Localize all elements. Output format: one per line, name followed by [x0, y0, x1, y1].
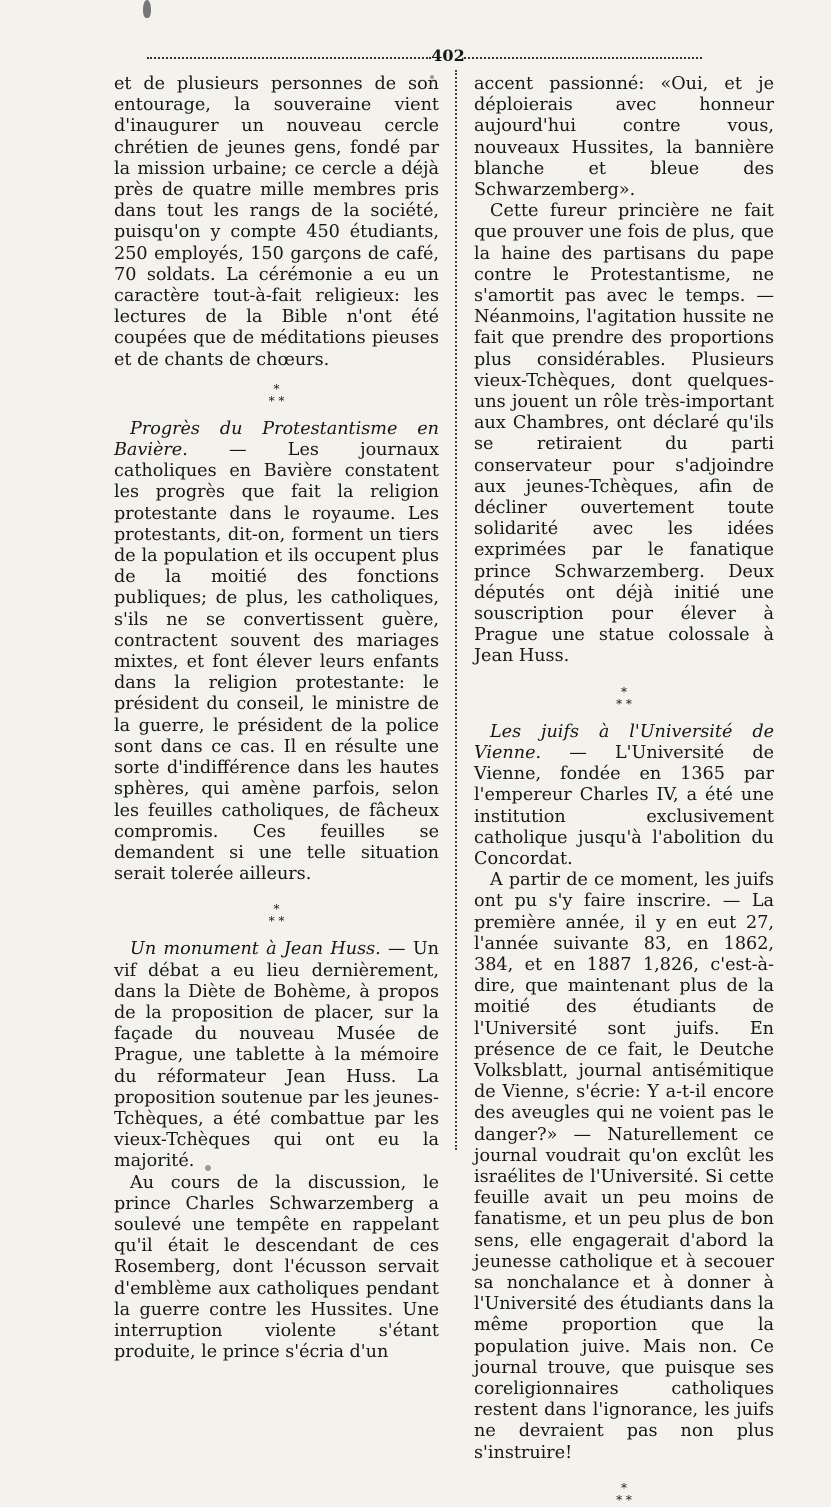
section-title: Un monument à Jean Huss. [130, 939, 381, 960]
section-protestantisme [114, 419, 439, 885]
left-paragraph-last: Au cours de la discussion, le prince Charles Schwarzemberg a soulevé une tempête en rappelant qu'il était le descendant de ces Rosemberg, dont l'écusson servait d'emblème aux catholiques pendant la guerre contre les Hussites. Une interruption violente s'étant produite, le prince s'écria d'un [114, 1172, 439, 1363]
right-paragraph-3: A partir de ce moment, les juifs ont pu s'y faire inscrire. — La première année, il y en eut 27, l'année suivante 83, en 1862, 384, et en 1887 1,826, c'est-à-dire, que maintenant plus de la moitié des étudiants de l'Université sont juifs. En présence de ce fait, le Deutche Volksblatt, journal antisémitique de Vienne, s'écrie: Y a-t-il encore des aveugles qui ne voient pas le danger?» — Naturellement ce journal voudrait qu'on exclût les israélites de l'Université. Si cette feuille avait un peu moins de fanatisme, et un peu plus de bon sens, elle engagerait d'abord la jeunesse catholique et à secouer sa nonchalance et à donner à l'Université des étudiants dans la même proportion que la population juive. Mais non. Ce journal trouve, que puisque ses coreligionnaires catholiques restent dans l'ignorance, les juifs ne devraient pas non plus s'instruire! [474, 870, 774, 1463]
section-title: Les juifs à l'Université de Vienne. [474, 721, 774, 763]
section-jean-huss [114, 939, 439, 1172]
header-rule-left [147, 57, 431, 59]
left-paragraph-1: et de plusieurs personnes de son entourage, la souveraine vient d'inaugurer un nouveau cercle chrétien de jeunes gens, fondé par la mission urbaine; ce cercle a déjà près de quatre mille membres pris dans tout les rangs de la société, puisqu'on y compte 450 étudiants, 250 employés, 150 garçons de café, 70 soldats. La cérémonie a eu un caractère tout-à-fait religieux: les lectures de la Bible n'ont été coupées que de méditations pieuses et de chants de chœurs. [114, 74, 439, 370]
section-separator: * * * [268, 902, 285, 929]
left-column [114, 74, 439, 1363]
section-separator: * * * [616, 1480, 632, 1507]
section-body: — L'Université de Vienne, fondée en 1365 par l'empereur Charles IV, a été une institution exclusivement catholique jusqu'à l'abolition du Concordat. [474, 742, 774, 869]
section-separator: * * * [268, 381, 285, 408]
section-juifs-vienne [474, 722, 774, 870]
section-title: Progrès du Protestantisme en Bavière. [114, 418, 439, 461]
page-number: 402 [431, 46, 465, 65]
section-separator: * * * [616, 684, 632, 711]
right-paragraph-1: accent passionné: «Oui, et je déploierais avec honneur aujourd'hui contre vous, nouveaux Hussites, la bannière blanche et bleue des Schwarzemberg». [474, 74, 774, 201]
right-paragraph-2: Cette fureur princière ne fait que prouver une fois de plus, que la haine des partisans du pape contre le Protestantisme, ne s'amortit pas avec le temps. — Néanmoins, l'agitation hussite ne fait que prendre des proportions plus considérables. Plusieurs vieux-Tchèques, dont quelques-uns jouent un rôle très-important aux Chambres, ont déclaré qu'ils se retiraient du parti conservateur pour s'adjoindre aux jeunes-Tchèques, afin de décliner ouvertement toute solidarité avec les idées exprimées par le fanatique prince Schwarzemberg. Deux députés ont déjà initié une souscription pour élever à Prague une statue colossale à Jean Huss. [474, 201, 774, 667]
column-divider [455, 70, 457, 1150]
section-body: — Les journaux catholiques en Bavière constatent les progrès que fait la religion protestante dans le royaume. Les protestants, dit-on, forment un tiers de la population et ils occupent plus de la moitié des fonctions publiques; de plus, les catholiques, s'ils ne se convertissent guère, contractent souvent des mariages mixtes, et font élever leurs enfants dans la religion protestante: le président du conseil, le ministre de la guerre, le président de la police sont dans ce cas. Il en résulte une sorte d'indifférence dans les hautes sphères, qui amène parfois, selon les feuilles catholiques, de fâcheux compromis. Ces feuilles se demandent si une telle situation serait tolerée ailleurs. [114, 440, 439, 885]
right-column [474, 74, 774, 1506]
section-body: — Un vif débat a eu lieu dernièrement, dans la Diète de Bohème, à propos de la proposition de placer, sur la façade du nouveau Musée de Prague, une tablette à la mémoire du réformateur Jean Huss. La proposition soutenue par les jeunes-Tchèques, a été combattue par les vieux-Tchèques qui ont eu la majorité. [114, 939, 439, 1172]
page-header [147, 46, 702, 66]
ink-blot [143, 0, 151, 18]
header-rule-right [464, 57, 702, 59]
